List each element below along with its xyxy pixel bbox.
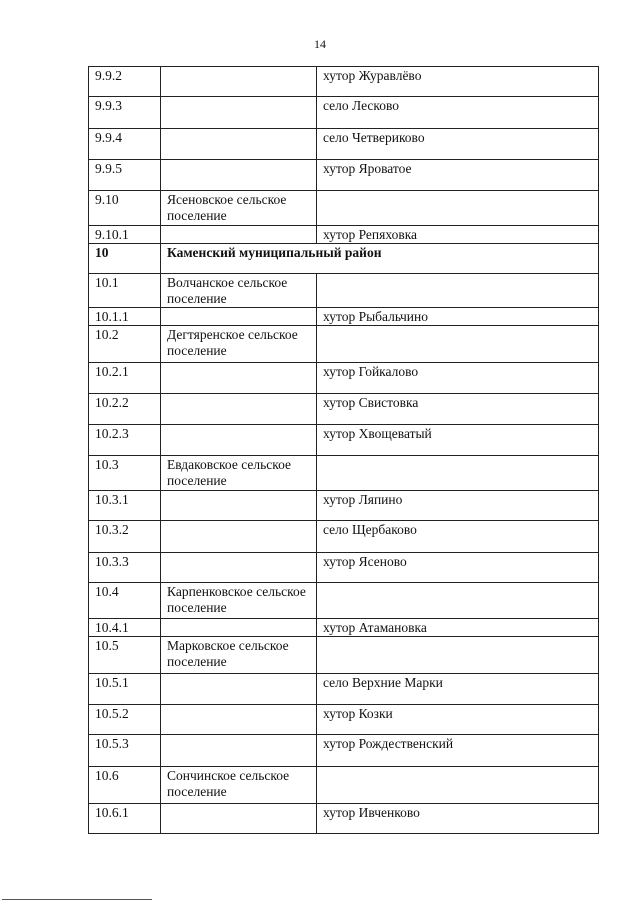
row-number-cell: 10.5.1 [89,674,161,705]
row-number-cell: 9.10.1 [89,226,161,244]
settlement-cell [161,705,317,735]
row-number-cell: 10.5 [89,637,161,674]
locality-cell: хутор Яроватое [317,160,599,191]
locality-cell: хутор Рождественский [317,735,599,767]
settlement-cell [161,67,317,97]
row-number-cell: 10.1.1 [89,308,161,326]
row-number-cell: 9.10 [89,191,161,226]
settlement-cell [161,619,317,637]
table-row [89,67,599,97]
table-row [89,97,599,129]
table-body [89,67,599,834]
locality-cell: хутор Гойкалово [317,363,599,394]
table-row [89,583,599,619]
locality-cell [317,767,599,804]
settlement-cell [161,226,317,244]
locality-cell [317,637,599,674]
row-number-cell: 10.2.2 [89,394,161,425]
locality-cell: хутор Хвощеватый [317,425,599,456]
locality-cell: хутор Рыбальчино [317,308,599,326]
table-row [89,553,599,583]
table-row [89,425,599,456]
settlement-cell [161,160,317,191]
table-row [89,191,599,226]
locality-cell: хутор Ивченково [317,804,599,834]
row-number-cell: 10.2 [89,326,161,363]
table-row [89,244,599,274]
settlement-cell [161,553,317,583]
settlement-cell [161,735,317,767]
table-row [89,160,599,191]
settlement-cell [161,394,317,425]
locality-cell: хутор Козки [317,705,599,735]
settlement-cell [161,804,317,834]
row-number-cell: 10 [89,244,161,274]
table-row [89,394,599,425]
row-number-cell: 10.3.3 [89,553,161,583]
settlement-cell [161,491,317,521]
locality-cell [317,326,599,363]
settlements-table [88,66,599,834]
row-number-cell: 9.9.4 [89,129,161,160]
table-row [89,619,599,637]
table-row [89,705,599,735]
settlement-cell: Карпенковское сельское поселение [161,583,317,619]
locality-cell: хутор Атамановка [317,619,599,637]
table-row [89,308,599,326]
row-number-cell: 9.9.3 [89,97,161,129]
page-number: 14 [314,37,326,51]
table-row [89,637,599,674]
row-number-cell: 10.2.3 [89,425,161,456]
row-number-cell: 10.3 [89,456,161,491]
table-row [89,521,599,553]
settlement-cell: Волчанское сельское поселение [161,274,317,308]
settlement-cell: Евдаковское сельское поселение [161,456,317,491]
locality-cell: хутор Журавлёво [317,67,599,97]
settlement-cell [161,97,317,129]
locality-cell: хутор Ляпино [317,491,599,521]
settlement-cell [161,129,317,160]
table-row [89,226,599,244]
locality-cell: село Щербаково [317,521,599,553]
settlement-cell: Ясеновское сельское поселение [161,191,317,226]
locality-cell [317,191,599,226]
settlement-cell [161,363,317,394]
table-row [89,804,599,834]
row-number-cell: 9.9.2 [89,67,161,97]
locality-cell [317,274,599,308]
locality-cell: хутор Репяховка [317,226,599,244]
row-number-cell: 10.4.1 [89,619,161,637]
table-row [89,274,599,308]
settlement-cell: Сончинское сельское поселение [161,767,317,804]
settlement-cell [161,521,317,553]
settlement-cell [161,308,317,326]
row-number-cell: 9.9.5 [89,160,161,191]
locality-cell: хутор Ясеново [317,553,599,583]
settlement-cell [161,425,317,456]
footer-divider [2,899,152,900]
table-row [89,129,599,160]
table-row [89,326,599,363]
settlement-cell: Каменский муниципальный район [161,244,599,274]
table-row [89,674,599,705]
table-row [89,735,599,767]
table-row [89,363,599,394]
row-number-cell: 10.2.1 [89,363,161,394]
table-row [89,491,599,521]
table-row [89,767,599,804]
settlement-cell: Марковское сельское поселение [161,637,317,674]
locality-cell: село Четвериково [317,129,599,160]
row-number-cell: 10.1 [89,274,161,308]
row-number-cell: 10.6 [89,767,161,804]
locality-cell: село Верхние Марки [317,674,599,705]
locality-cell [317,456,599,491]
row-number-cell: 10.3.2 [89,521,161,553]
settlement-cell [161,674,317,705]
row-number-cell: 10.4 [89,583,161,619]
table-row [89,456,599,491]
row-number-cell: 10.3.1 [89,491,161,521]
locality-cell: хутор Свистовка [317,394,599,425]
row-number-cell: 10.6.1 [89,804,161,834]
locality-cell: село Лесково [317,97,599,129]
row-number-cell: 10.5.2 [89,705,161,735]
settlement-cell: Дегтяренское сельское поселение [161,326,317,363]
row-number-cell: 10.5.3 [89,735,161,767]
locality-cell [317,583,599,619]
